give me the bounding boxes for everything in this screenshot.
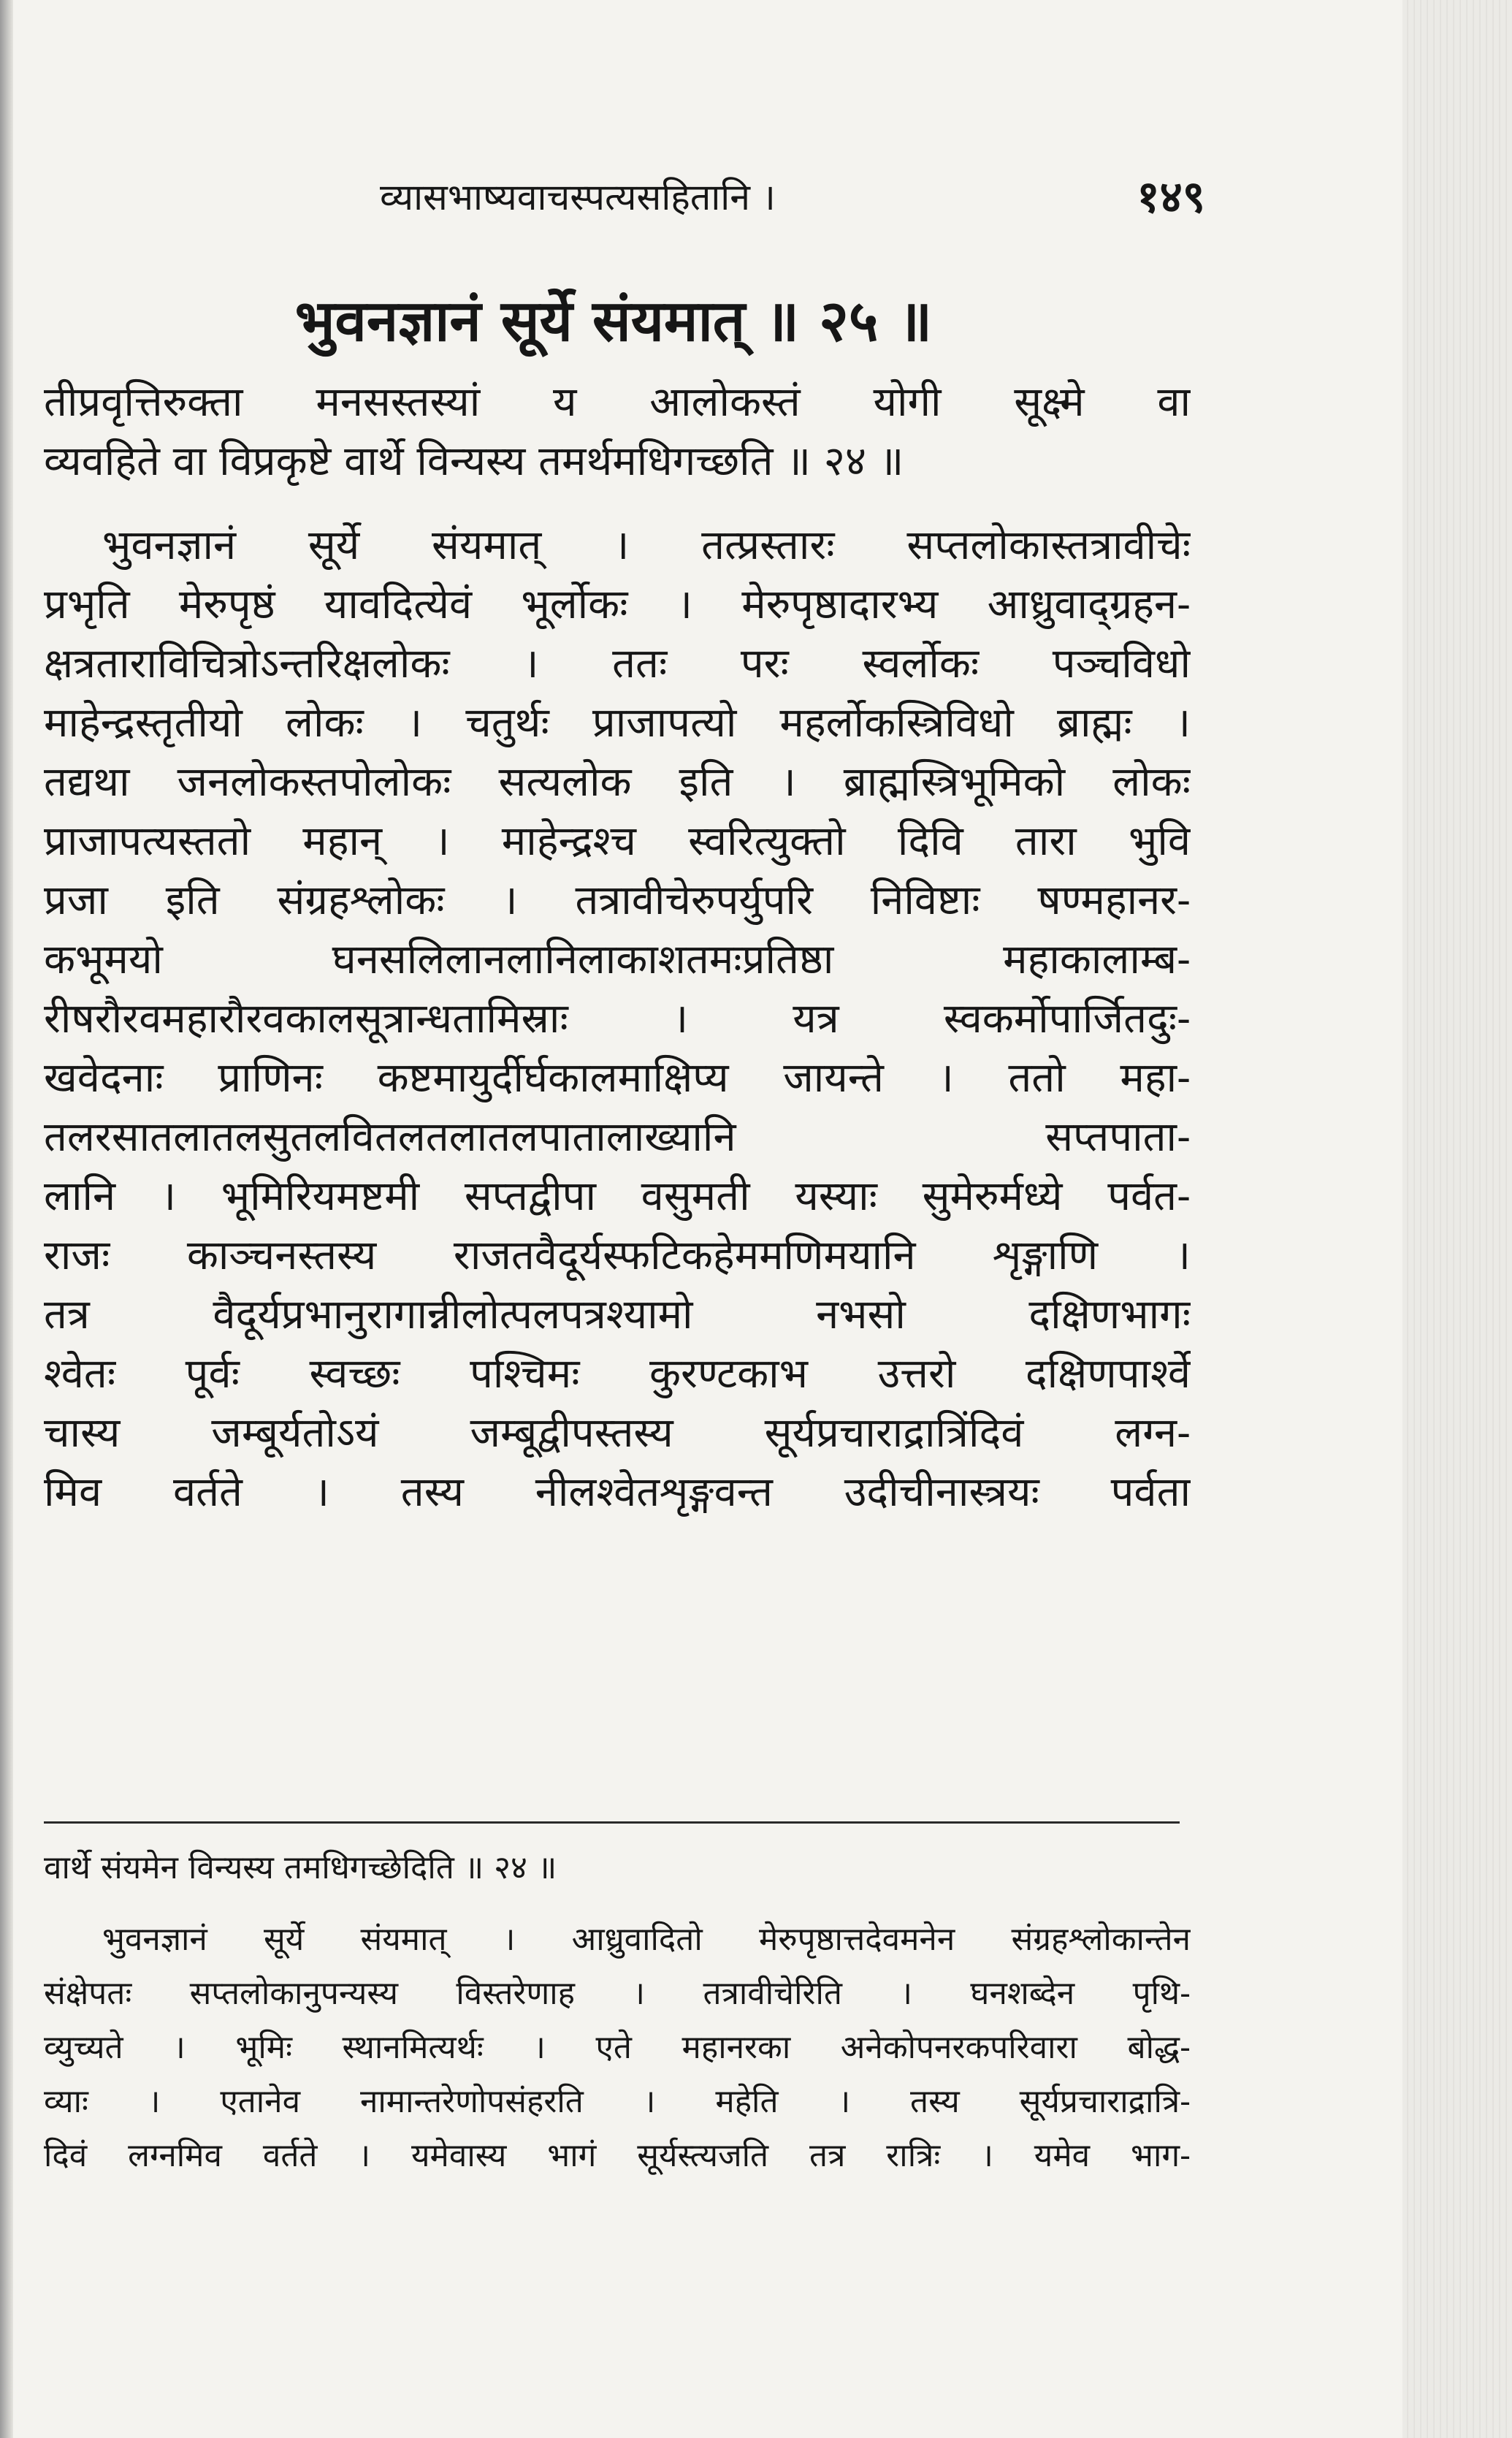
bhashya-line: श्वेतः पूर्वः स्वच्छः पश्चिमः कुरण्टकाभ उत्तरो दक्षिणपार्श्वे bbox=[44, 1350, 1191, 1398]
running-header bbox=[329, 172, 1205, 223]
sutra-heading: भुवनज्ञानं सूर्ये संयमात् ॥ २५ ॥ bbox=[294, 288, 933, 354]
bhashya-line: क्षत्रताराविचित्रोऽन्तरिक्षलोकः । ततः परः स्वर्लोकः पञ्चविधो bbox=[44, 640, 1191, 687]
commentary-line: भुवनज्ञानं सूर्ये संयमात् । आध्रुवादितो मेरुपृष्ठात्तदेवमनेन संग्रहश्लोकान्तेन bbox=[102, 1921, 1191, 1958]
bhashya-line: खवेदनाः प्राणिनः कष्टमायुर्दीर्घकालमाक्षिप्य जायन्ते । ततो महा- bbox=[44, 1054, 1191, 1102]
bhashya-line: तलरसातलातलसुतलवितलतलातलपातालाख्यानि सप्तपाता- bbox=[44, 1113, 1191, 1161]
bhashya-line: चास्य जम्बूर्यतोऽयं जम्बूद्वीपस्तस्य सूर्यप्रचाराद्रात्रिंदिवं लग्न- bbox=[44, 1409, 1191, 1457]
commentary-line: संक्षेपतः सप्तलोकानुपन्यस्य विस्तरेणाह । तत्रावीचेरिति । घनशब्देन पृथि- bbox=[44, 1975, 1191, 2012]
scan-left-edge bbox=[0, 0, 13, 2438]
bhashya-line: कभूमयो घनसलिलानलानिलाकाशतमःप्रतिष्ठा महाकालाम्ब- bbox=[44, 936, 1191, 983]
book-page bbox=[29, 0, 1388, 2438]
running-title: व्यासभाष्यवाचस्पत्यसहितानि । bbox=[380, 176, 776, 218]
scan-right-edge bbox=[1402, 0, 1512, 2438]
bhashya-line: प्रजा इति संग्रहश्लोकः । तत्रावीचेरुपर्युपरि निविष्टाः षण्महानर- bbox=[44, 877, 1191, 924]
bhashya-line: तद्यथा जनलोकस्तपोलोकः सत्यलोक इति । ब्राह्मस्त्रिभूमिको लोकः bbox=[44, 758, 1191, 806]
footnote-divider bbox=[44, 1821, 1180, 1824]
bhashya-line: राजः काञ्चनस्तस्य राजतवैदूर्यस्फटिकहेममणिमयानि शृङ्गाणि । bbox=[44, 1232, 1191, 1279]
bhashya-line: प्राजापत्यस्ततो महान् । माहेन्द्रश्च स्वरित्युक्तो दिवि तारा भुवि bbox=[44, 818, 1191, 865]
bhashya-line: लानि । भूमिरियमष्टमी सप्तद्वीपा वसुमती यस्याः सुमेरुर्मध्ये पर्वत- bbox=[44, 1173, 1191, 1220]
commentary-line: व्युच्यते । भूमिः स्थानमित्यर्थः । एते महानरका अनेकोपनरकपरिवारा बोद्ध- bbox=[44, 2029, 1191, 2066]
bhashya-text bbox=[44, 373, 1191, 1522]
commentary-line: वार्थे संयमेन विन्यस्य तमधिगच्छेदिति ॥ २४ ॥ bbox=[44, 1849, 557, 1886]
bhashya-line: भुवनज्ञानं सूर्ये संयमात् । तत्प्रस्तारः सप्तलोकास्तत्रावीचेः bbox=[102, 522, 1191, 569]
bhashya-line: माहेन्द्रस्तृतीयो लोकः । चतुर्थः प्राजापत्यो महर्लोकस्त्रिविधो ब्राह्मः । bbox=[44, 699, 1191, 747]
bhashya-line: तत्र वैदूर्यप्रभानुरागान्नीलोत्पलपत्रश्यामो नभसो दक्षिणभागः bbox=[44, 1291, 1191, 1338]
bhashya-line: तीप्रवृत्तिरुक्ता मनसस्तस्यां य आलोकस्तं योगी सूक्ष्मे वा bbox=[44, 378, 1191, 426]
bhashya-line: रीषरौरवमहारौरवकालसूत्रान्धतामिस्राः । यत्र स्वकर्मोपार्जितदुः- bbox=[44, 995, 1191, 1043]
commentary-line: दिवं लग्नमिव वर्तते । यमेवास्य भागं सूर्यस्त्यजति तत्र रात्रिः । यमेव भाग- bbox=[44, 2137, 1191, 2174]
bhashya-line: व्यवहिते वा विप्रकृष्टे वार्थे विन्यस्य तमर्थमधिगच्छति ॥ २४ ॥ bbox=[44, 438, 904, 485]
page-number: १४९ bbox=[1137, 172, 1205, 223]
bhashya-line: मिव वर्तते । तस्य नीलश्वेतशृङ्गवन्त उदीचीनास्त्रयः पर्वता bbox=[44, 1468, 1191, 1516]
commentary-line: व्याः । एतानेव नामान्तरेणोपसंहरति । महेति । तस्य सूर्यप्रचाराद्रात्रि- bbox=[44, 2083, 1191, 2120]
bhashya-line: प्रभृति मेरुपृष्ठं यावदित्येवं भूर्लोकः । मेरुपृष्ठादारभ्य आध्रुवाद्ग्रहन- bbox=[44, 581, 1191, 628]
tattvavaisharadi-commentary bbox=[44, 1841, 1191, 2183]
